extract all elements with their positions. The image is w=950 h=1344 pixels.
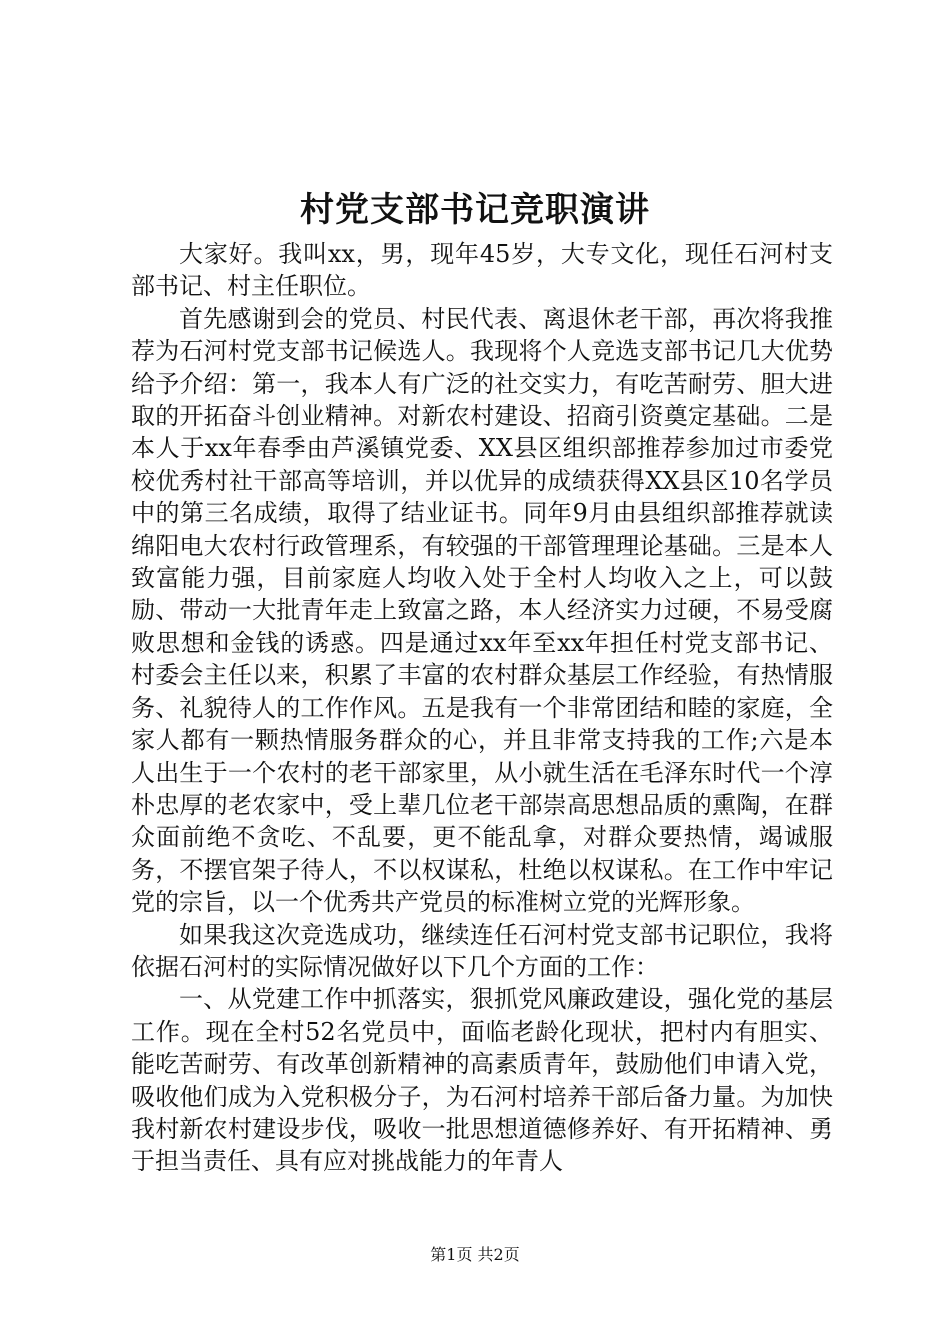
paragraph-plan-item-1: 一、从党建工作中抓落实，狠抓党风廉政建设，强化党的基层工作。现在全村52名党员中，面临老龄化现状，把村内有胆实、能吃苦耐劳、有改革创新精神的高素质青年，鼓励他们申请入党，吸收他们成为入党积极分子，为石河村培养干部后备力量。为加快我村新农村建设步伐，吸收一批思想道德修养好、有开拓精神、勇于担当责任、具有应对挑战能力的年青人	[131, 985, 833, 1176]
document-title: 村党支部书记竞职演讲	[300, 190, 650, 230]
paragraph-intro: 大家好。我叫xx，男，现年45岁，大专文化，现任石河村支部书记、村主任职位。	[131, 240, 833, 301]
paragraph-plan-intro: 如果我这次竞选成功，继续连任石河村党支部书记职位，我将依据石河村的实际情况做好以下几个方面的工作：	[131, 920, 833, 981]
document-body	[131, 238, 833, 1178]
paragraph-advantages: 首先感谢到会的党员、村民代表、离退休老干部，再次将我推荐为石河村党支部书记候选人。我现将个人竞选支部书记几大优势给予介绍：第一，我本人有广泛的社交实力，有吃苦耐劳、胆大进取的开拓奋斗创业精神。对新农村建设、招商引资奠定基础。二是本人于xx年春季由芦溪镇党委、XX县区组织部推荐参加过市委党校优秀村社干部高等培训，并以优异的成绩获得XX县区10名学员中的第三名成绩，取得了结业证书。同年9月由县组织部推荐就读绵阳电大农村行政管理系，有较强的干部管理理论基础。三是本人致富能力强，目前家庭人均收入处于全村人均收入之上，可以鼓励、带动一大批青年走上致富之路，本人经济实力过硬，不易受腐败思想和金钱的诱惑。四是通过xx年至xx年担任村党支部书记、村委会主任以来，积累了丰富的农村群众基层工作经验，有热情服务、礼貌待人的工作作风。五是我有一个非常团结和睦的家庭，全家人都有一颗热情服务群众的心，并且非常支持我的工作;六是本人出生于一个农村的老干部家里，从小就生活在毛泽东时代一个淳朴忠厚的老农家中，受上辈几位老干部崇高思想品质的熏陶，在群众面前绝不贪吃、不乱要，更不能乱拿，对群众要热情，竭诚服务，不摆官架子待人，不以权谋私，杜绝以权谋私。在工作中牢记党的宗旨，以一个优秀共产党员的标准树立党的光辉形象。	[131, 304, 833, 917]
page-number-footer: 第1页 共2页	[430, 1245, 520, 1264]
